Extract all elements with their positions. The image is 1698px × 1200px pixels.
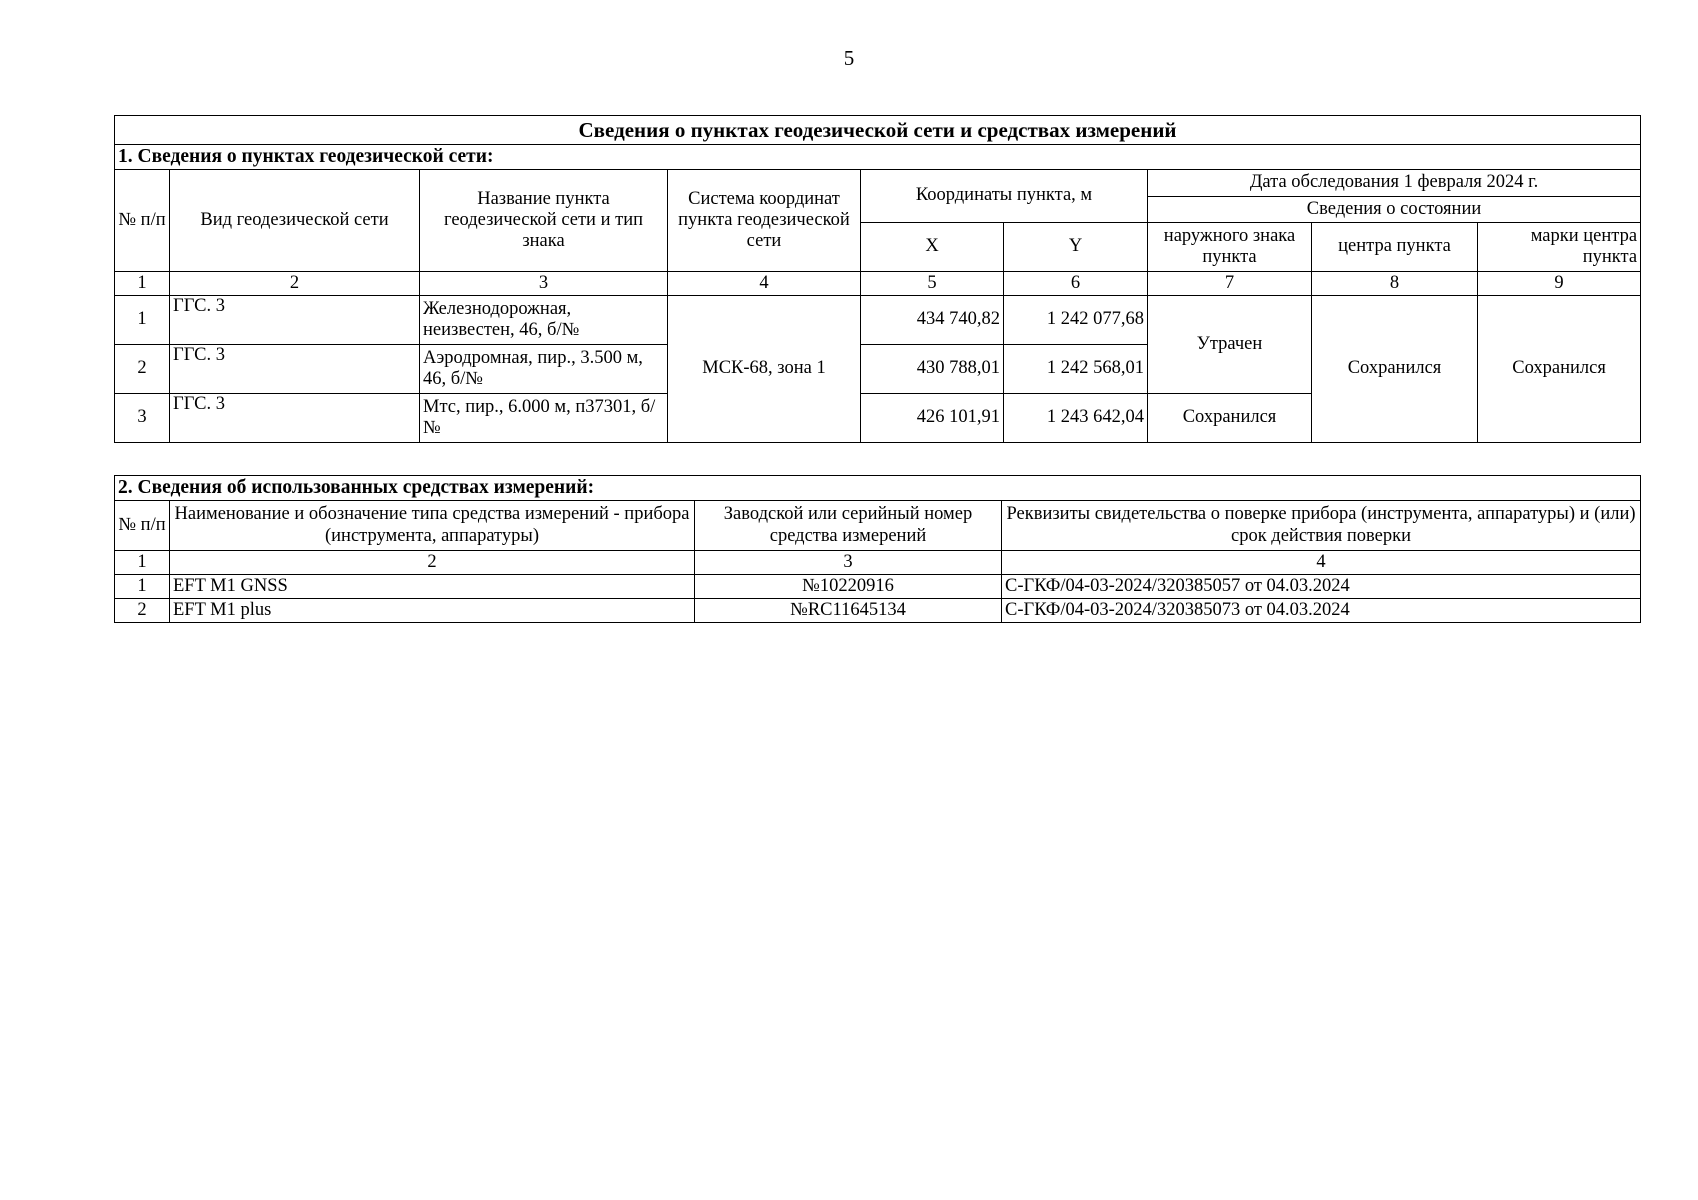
row-network-type: ГГС. 3	[170, 296, 420, 345]
coord-system-value: МСК-68, зона 1	[668, 296, 861, 443]
page-number: 5	[843, 46, 855, 70]
table-row	[115, 296, 1641, 345]
center-value: Сохранился	[1312, 296, 1478, 443]
column-number: 2	[170, 551, 695, 575]
header-point-name: Название пункта геодезической сети и тип знака	[420, 170, 668, 272]
row-y: 1 243 642,04	[1004, 394, 1148, 443]
header-certificate: Реквизиты свидетельства о поверке прибора (инструмента, аппаратуры) и (или) срок действия поверки	[1002, 501, 1641, 551]
row-serial-number: №RC11645134	[695, 599, 1002, 623]
header-survey-date: Дата обследования 1 февраля 2024 г.	[1148, 170, 1641, 197]
table-title: Сведения о пунктах геодезической сети и средствах измерений	[115, 116, 1641, 145]
column-number: 3	[420, 272, 668, 296]
row-point-name: Железнодорожная, неизвестен, 46, б/№	[420, 296, 668, 345]
section2-heading: 2. Сведения об использованных средствах измерений:	[115, 476, 1641, 501]
header-x: X	[861, 223, 1004, 272]
center-mark-value: Сохранился	[1478, 296, 1641, 443]
geodetic-points-table	[114, 115, 1641, 443]
instruments-table	[114, 475, 1641, 623]
header-num: № п/п	[115, 501, 170, 551]
table-row	[115, 575, 1641, 599]
row-instrument-name: EFT M1 plus	[170, 599, 695, 623]
row-num: 2	[115, 345, 170, 394]
section1-heading: 1. Сведения о пунктах геодезической сети:	[115, 145, 1641, 170]
row-instrument-name: EFT M1 GNSS	[170, 575, 695, 599]
row-certificate: С-ГКФ/04-03-2024/320385073 от 04.03.2024	[1002, 599, 1641, 623]
row-num: 2	[115, 599, 170, 623]
row-x: 434 740,82	[861, 296, 1004, 345]
row-point-name: Аэродромная, пир., 3.500 м, 46, б/№	[420, 345, 668, 394]
header-center: центра пункта	[1312, 223, 1478, 272]
header-outer-sign: наружного знака пункта	[1148, 223, 1312, 272]
row-y: 1 242 077,68	[1004, 296, 1148, 345]
column-number: 9	[1478, 272, 1641, 296]
header-center-mark: марки центра пункта	[1478, 223, 1641, 272]
column-number: 6	[1004, 272, 1148, 296]
header-instrument-name: Наименование и обозначение типа средства измерений - прибора (инструмента, аппаратуры)	[170, 501, 695, 551]
row-num: 3	[115, 394, 170, 443]
row-serial-number: №10220916	[695, 575, 1002, 599]
column-number: 4	[1002, 551, 1641, 575]
column-number: 1	[115, 272, 170, 296]
row-network-type: ГГС. 3	[170, 345, 420, 394]
column-number: 2	[170, 272, 420, 296]
row-point-name: Мтс, пир., 6.000 м, п37301, б/№	[420, 394, 668, 443]
column-number: 1	[115, 551, 170, 575]
column-number: 3	[695, 551, 1002, 575]
column-number: 7	[1148, 272, 1312, 296]
table-row	[115, 599, 1641, 623]
header-y: Y	[1004, 223, 1148, 272]
row-x: 426 101,91	[861, 394, 1004, 443]
header-num: № п/п	[115, 170, 170, 272]
header-network-type: Вид геодезической сети	[170, 170, 420, 272]
row-y: 1 242 568,01	[1004, 345, 1148, 394]
row-num: 1	[115, 575, 170, 599]
row-num: 1	[115, 296, 170, 345]
outer-sign-lost: Утрачен	[1148, 296, 1312, 394]
row-network-type: ГГС. 3	[170, 394, 420, 443]
column-number: 4	[668, 272, 861, 296]
header-coordinates: Координаты пункта, м	[861, 170, 1148, 223]
row-certificate: С-ГКФ/04-03-2024/320385057 от 04.03.2024	[1002, 575, 1641, 599]
header-coord-system: Система координат пункта геодезической сети	[668, 170, 861, 272]
row-x: 430 788,01	[861, 345, 1004, 394]
column-number: 8	[1312, 272, 1478, 296]
column-number: 5	[861, 272, 1004, 296]
header-condition: Сведения о состоянии	[1148, 197, 1641, 223]
header-serial-number: Заводской или серийный номер средства измерений	[695, 501, 1002, 551]
outer-sign-kept: Сохранился	[1148, 394, 1312, 443]
